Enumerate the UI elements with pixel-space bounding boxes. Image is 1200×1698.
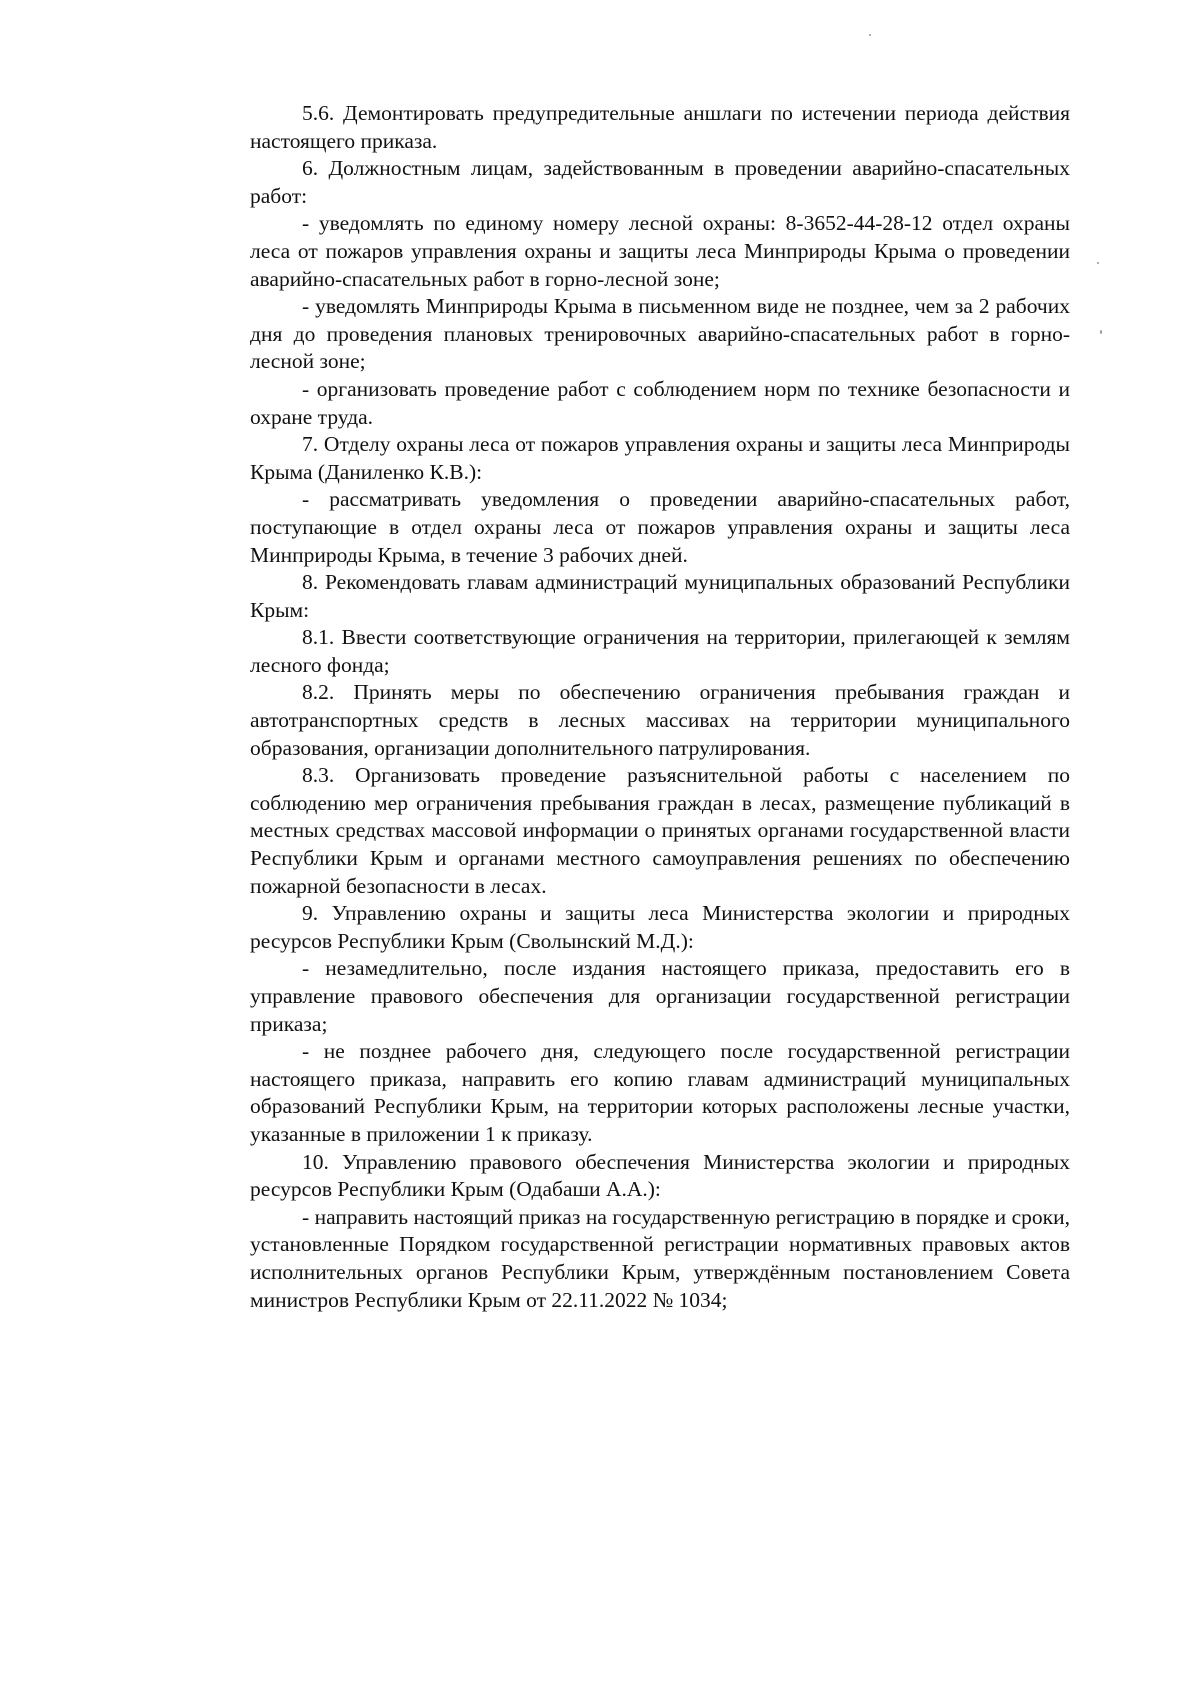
- scan-speck: [1100, 330, 1102, 334]
- paragraph-6: 6. Должностным лицам, задействованным в проведении аварийно-спасательных работ:: [250, 156, 1070, 208]
- paragraph-8-3: 8.3. Организовать проведение разъяснительной работы с населением по соблюдению мер ограничения пребывания граждан в лесах, размещение публикаций в местных средствах массовой информации о принятых органами государственной власти Республики Крым и органами местного самоуправления решениях по обеспечению пожарной безопасности в лесах.: [250, 763, 1070, 898]
- scan-speck: [1097, 262, 1099, 264]
- scan-speck: [869, 34, 871, 36]
- paragraph-9-item-2: - не позднее рабочего дня, следующего после государственной регистрации настоящего приказа, направить его копию главам администраций муниципальных образований Республики Крым, на территории которых расположены лесные участки, указанные в приложении 1 к приказу.: [250, 1039, 1070, 1146]
- paragraph-9: 9. Управлению охраны и защиты леса Министерства экологии и природных ресурсов Республики Крым (Сволынский М.Д.):: [250, 901, 1070, 953]
- paragraph-10: 10. Управлению правового обеспечения Министерства экологии и природных ресурсов Республики Крым (Одабаши А.А.):: [250, 1149, 1070, 1202]
- paragraph-5-6: 5.6. Демонтировать предупредительные аншлаги по истечении периода действия настоящего приказа.: [250, 101, 1070, 153]
- paragraph-6-item-3: - организовать проведение работ с соблюдением норм по технике безопасности и охране труда.: [250, 376, 1070, 429]
- paragraph-8: 8. Рекомендовать главам администраций муниципальных образований Республики Крым:: [250, 570, 1070, 622]
- paragraph-7: 7. Отделу охраны леса от пожаров управления охраны и защиты леса Минприроды Крыма (Даниленко К.В.):: [250, 432, 1070, 484]
- paragraph-10-item-1: - направить настоящий приказ на государственную регистрацию в порядке и сроки, установленные Порядком государственной регистрации нормативных правовых актов исполнительных органов Республики Крым, утверждённым постановлением Совета министров Республики Крым от 22.11.2022 № 1034;: [250, 1204, 1070, 1312]
- paragraph-6-item-1: - уведомлять по единому номеру лесной охраны: 8-3652-44-28-12 отдел охраны леса от пожаров управления охраны и защиты леса Минприроды Крыма о проведении аварийно-спасательных работ в горно-лесной зоне;: [250, 211, 1070, 291]
- paragraph-8-2: 8.2. Принять меры по обеспечению ограничения пребывания граждан и автотранспортных средств в лесных массивах на территории муниципального образования, организации дополнительного патрулирования.: [250, 680, 1070, 760]
- document-body: [250, 100, 1070, 1314]
- paragraph-9-item-1: - незамедлительно, после издания настоящего приказа, предоставить его в управление правового обеспечения для организации государственной регистрации приказа;: [250, 956, 1070, 1036]
- paragraph-7-item-1: - рассматривать уведомления о проведении аварийно-спасательных работ, поступающие в отдел охраны леса от пожаров управления охраны и защиты леса Минприроды Крыма, в течение 3 рабочих дней.: [250, 487, 1070, 567]
- paragraph-6-item-2: - уведомлять Минприроды Крыма в письменном виде не позднее, чем за 2 рабочих дня до проведения плановых тренировочных аварийно-спасательных работ в горно-лесной зоне;: [250, 294, 1070, 374]
- paragraph-8-1: 8.1. Ввести соответствующие ограничения на территории, прилегающей к землям лесного фонда;: [250, 625, 1070, 677]
